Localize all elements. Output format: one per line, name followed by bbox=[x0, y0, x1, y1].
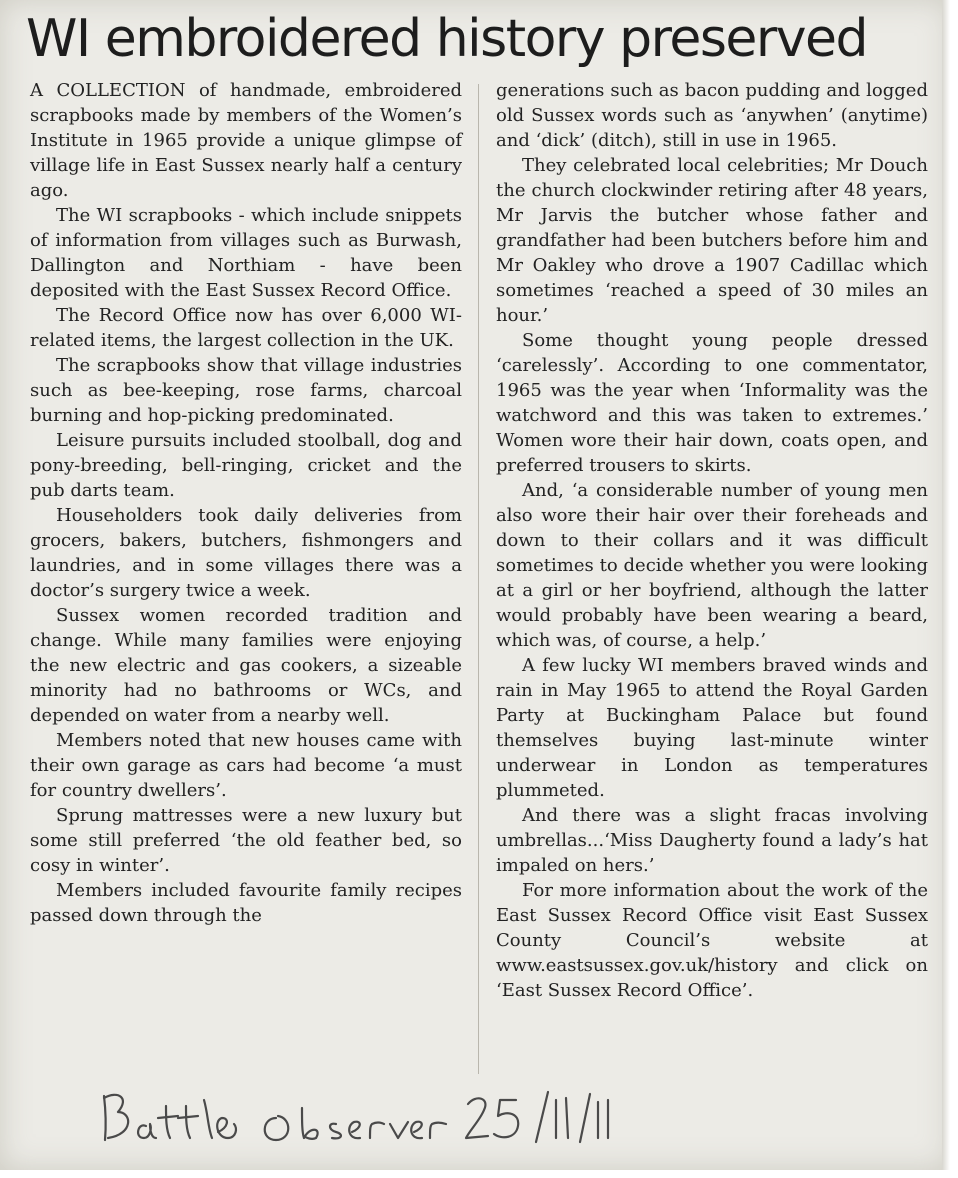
paragraph: The scrapbooks show that village industries such as bee-keeping, rose farms, charcoal burning and hop-picking predominated. bbox=[30, 355, 462, 426]
paragraph: Members included favourite family recipes passed down through the bbox=[30, 880, 462, 926]
paragraph: For more information about the work of the East Sussex Record Office visit East Sussex County Council’s website at www.eastsussex.gov.uk/history and click on ‘East Sussex Record Office’. bbox=[496, 880, 928, 1001]
paragraph: The Record Office now has over 6,000 WI-related items, the largest collection in the UK. bbox=[30, 305, 462, 351]
paragraph: Leisure pursuits included stoolball, dog and pony-breeding, bell-ringing, cricket and the pub darts team. bbox=[30, 430, 462, 501]
paragraph: They celebrated local celebrities; Mr Douch the church clockwinder retiring after 48 years, Mr Jarvis the butcher whose father and grandfather had been butchers before him and Mr Oakley who drove a 1907 Cadillac which sometimes ‘reached a speed of 30 miles an hour.’ bbox=[496, 155, 928, 326]
handwritten-source-note bbox=[96, 1078, 616, 1158]
paragraph: And there was a slight fracas involving umbrellas...‘Miss Daugherty found a lady’s hat impaled on hers.’ bbox=[496, 805, 928, 876]
paragraph: And, ‘a considerable number of young men also wore their hair over their foreheads and down to their collars and it was difficult sometimes to decide whether you were looking at a girl or her boyfriend, although the latter would probably have been wearing a beard, which was, of course, a help.’ bbox=[496, 480, 928, 651]
paragraph: Sprung mattresses were a new luxury but some still preferred ‘the old feather bed, so cosy in winter’. bbox=[30, 805, 462, 876]
handwritten-source-text: Battle Observer 25/11/11 bbox=[96, 1156, 107, 1157]
article-column-left bbox=[30, 78, 462, 928]
paragraph: Sussex women recorded tradition and change. While many families were enjoying the new electric and gas cookers, a sizeable minority had no bathrooms or WCs, and depended on water from a nearby well. bbox=[30, 605, 462, 726]
article-column-right bbox=[496, 78, 928, 1003]
paragraph: Householders took daily deliveries from grocers, bakers, butchers, fishmongers and laundries, and in some villages there was a doctor’s surgery twice a week. bbox=[30, 505, 462, 601]
paragraph: generations such as bacon pudding and logged old Sussex words such as ‘anywhen’ (anytime) and ‘dick’ (ditch), still in use in 1965. bbox=[496, 80, 928, 151]
paragraph: A COLLECTION of handmade, embroidered scrapbooks made by members of the Women’s Institute in 1965 provide a unique glimpse of village life in East Sussex nearly half a century ago. bbox=[30, 80, 462, 201]
paragraph: The WI scrapbooks - which include snippets of information from villages such as Burwash, Dallington and Northiam - have been deposited with the East Sussex Record Office. bbox=[30, 205, 462, 301]
column-divider bbox=[478, 84, 479, 1074]
paragraph: Some thought young people dressed ‘carelessly’. According to one commentator, 1965 was the year when ‘Informality was the watchword and this was taken to extremes.’ Women wore their hair down, coats open, and preferred trousers to skirts. bbox=[496, 330, 928, 476]
paragraph: A few lucky WI members braved winds and rain in May 1965 to attend the Royal Garden Party at Buckingham Palace but found themselves buying last-minute winter underwear in London as temperatures plummeted. bbox=[496, 655, 928, 801]
paragraph: Members noted that new houses came with their own garage as cars had become ‘a must for country dwellers’. bbox=[30, 730, 462, 801]
headline: WI embroidered history preserved bbox=[26, 9, 868, 69]
